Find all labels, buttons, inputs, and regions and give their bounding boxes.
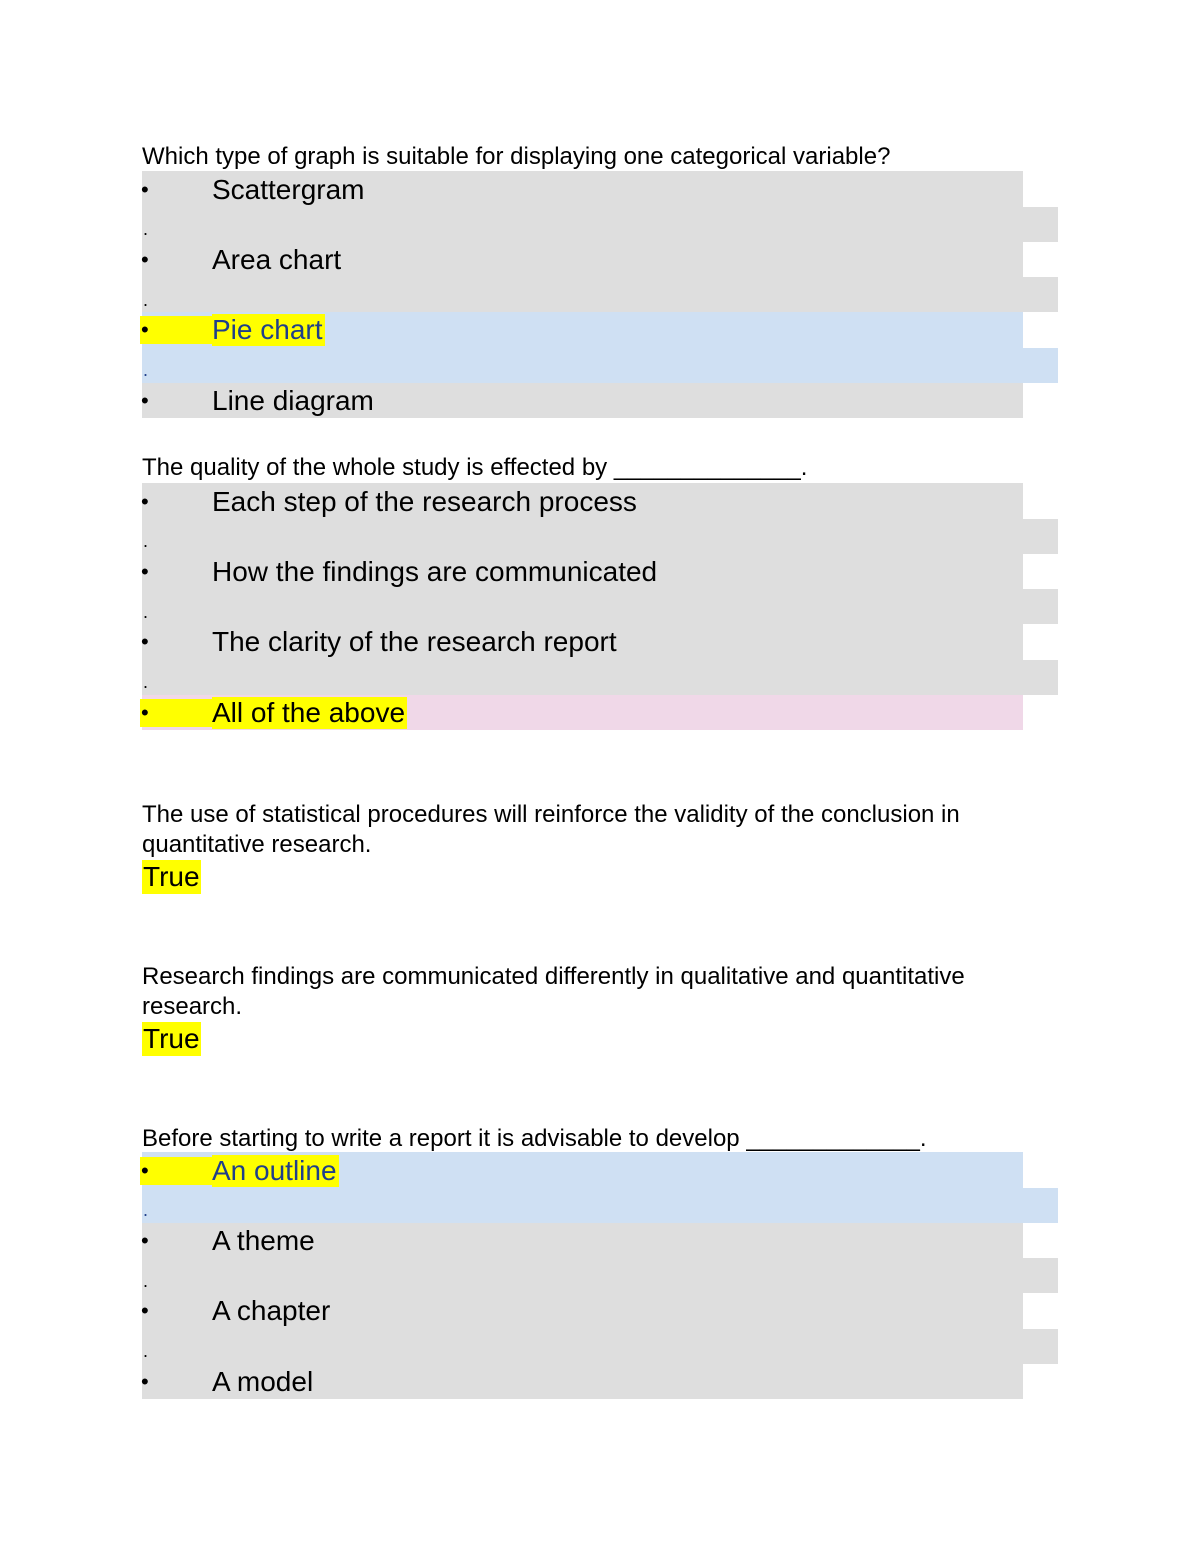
option-separator-shade	[142, 589, 1058, 624]
option-separator: .	[143, 219, 149, 239]
option-separator-shade	[142, 1188, 1058, 1223]
correct-option-label: Pie chart	[212, 314, 323, 345]
option-separator: .	[143, 1200, 149, 1220]
option-label: Scattergram	[212, 174, 365, 205]
question-3-text: The use of statistical procedures will reinforce the validity of the conclusion in quantitative research.	[142, 801, 960, 858]
option-separator-shade	[142, 277, 1058, 312]
bullet-icon: •	[141, 177, 149, 202]
option-separator: .	[143, 360, 149, 380]
question-5-text: Before starting to write a report it is advisable to develop _____________.	[142, 1125, 927, 1152]
bullet-icon: •	[141, 629, 149, 654]
bullet-icon: •	[141, 1369, 149, 1394]
correct-option-label: All of the above	[212, 697, 406, 728]
bullet-icon: •	[140, 316, 212, 344]
bullet-icon: •	[141, 388, 149, 413]
option-separator: .	[143, 1341, 149, 1361]
option-label: A chapter	[212, 1295, 331, 1326]
answer-true: True	[143, 861, 200, 892]
option-separator-shade	[142, 1258, 1058, 1293]
option-label: The clarity of the research report	[212, 626, 617, 657]
option-separator-shade	[142, 660, 1058, 695]
option-label: How the findings are communicated	[212, 556, 658, 587]
option-separator-shade	[142, 348, 1058, 383]
option-label: Area chart	[212, 244, 342, 275]
question-1-text: Which type of graph is suitable for displaying one categorical variable?	[142, 143, 891, 170]
option-separator-shade	[142, 207, 1058, 242]
option-separator: .	[143, 602, 149, 622]
bullet-icon: •	[140, 1157, 212, 1185]
option-label: A model	[212, 1366, 314, 1397]
option-separator: .	[143, 290, 149, 310]
option-separator-shade	[142, 519, 1058, 554]
option-separator: .	[143, 672, 149, 692]
bullet-icon: •	[140, 699, 212, 727]
option-separator: .	[143, 531, 149, 551]
bullet-icon: •	[141, 489, 149, 514]
bullet-icon: •	[141, 1298, 149, 1323]
bullet-icon: •	[141, 559, 149, 584]
bullet-icon: •	[141, 247, 149, 272]
option-separator-shade	[142, 1329, 1058, 1364]
bullet-icon: •	[141, 1228, 149, 1253]
answer-true: True	[143, 1023, 200, 1054]
question-4-text: Research findings are communicated differently in qualitative and quantitative research.	[142, 963, 965, 1020]
option-separator: .	[143, 1271, 149, 1291]
question-2-text: The quality of the whole study is effected by ______________.	[142, 454, 808, 481]
correct-option-label: An outline	[212, 1155, 337, 1186]
option-label: Line diagram	[212, 385, 374, 416]
option-label: Each step of the research process	[212, 486, 637, 517]
option-label: A theme	[212, 1225, 315, 1256]
